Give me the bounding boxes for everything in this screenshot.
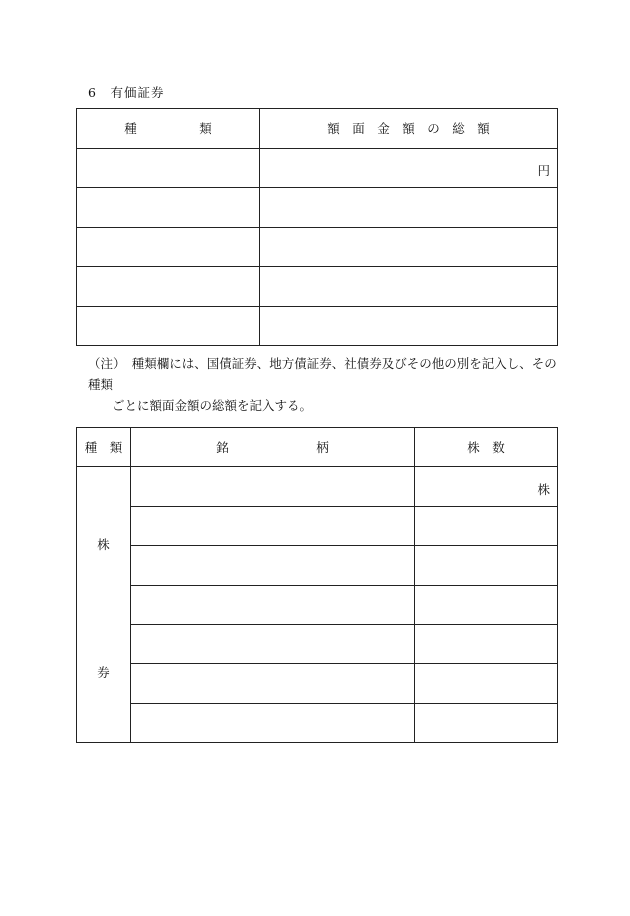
- table-note: [88, 353, 558, 416]
- table-header-row: [77, 109, 558, 149]
- shares-cell[interactable]: [415, 703, 558, 742]
- table-row: [77, 467, 558, 506]
- type-cell[interactable]: [77, 306, 260, 346]
- header-type: 種 類: [77, 428, 131, 467]
- table-row: [77, 227, 558, 267]
- table-row: [77, 188, 558, 228]
- brand-cell[interactable]: [131, 585, 415, 624]
- table-row: [77, 148, 558, 188]
- brand-cell[interactable]: [131, 546, 415, 585]
- amount-cell[interactable]: [260, 188, 558, 228]
- amount-cell[interactable]: [260, 227, 558, 267]
- table-row: [77, 624, 558, 663]
- shares-cell[interactable]: [415, 546, 558, 585]
- table-row: [77, 703, 558, 742]
- table-row: [77, 546, 558, 585]
- stock-certificates-table: [76, 427, 558, 743]
- table-row: [77, 585, 558, 624]
- shares-cell[interactable]: [415, 664, 558, 703]
- table-row: [77, 306, 558, 346]
- header-type: 種 類: [77, 109, 260, 149]
- shares-cell[interactable]: [415, 585, 558, 624]
- shares-cell[interactable]: 株: [415, 467, 558, 506]
- section-title: 6 有価証券: [88, 85, 165, 100]
- amount-cell[interactable]: 円: [260, 148, 558, 188]
- type-cell[interactable]: [77, 227, 260, 267]
- header-brand: 銘 柄: [131, 428, 415, 467]
- brand-cell[interactable]: [131, 467, 415, 506]
- type-cell[interactable]: [77, 148, 260, 188]
- amount-cell[interactable]: [260, 267, 558, 307]
- kind-char-bottom: 券: [97, 665, 110, 681]
- securities-face-value-table: [76, 108, 558, 346]
- table-header-row: [77, 428, 558, 467]
- note-line-2: ごとに額面金額の総額を記入する。: [112, 398, 313, 413]
- note-line-1: （注） 種類欄には、国債証券、地方債証券、社債券及びその他の別を記入し、その種類: [88, 356, 557, 392]
- type-cell[interactable]: [77, 267, 260, 307]
- brand-cell[interactable]: [131, 506, 415, 545]
- header-shares: 株 数: [415, 428, 558, 467]
- brand-cell[interactable]: [131, 624, 415, 663]
- kind-char-top: 株: [97, 537, 110, 553]
- table-row: [77, 506, 558, 545]
- brand-cell[interactable]: [131, 664, 415, 703]
- header-face-value-total: 額 面 金 額 の 総 額: [260, 109, 558, 149]
- amount-cell[interactable]: [260, 306, 558, 346]
- table-row: [77, 664, 558, 703]
- type-cell[interactable]: [77, 188, 260, 228]
- shares-cell[interactable]: [415, 506, 558, 545]
- table-row: [77, 267, 558, 307]
- brand-cell[interactable]: [131, 703, 415, 742]
- kind-cell: [77, 467, 131, 743]
- shares-cell[interactable]: [415, 624, 558, 663]
